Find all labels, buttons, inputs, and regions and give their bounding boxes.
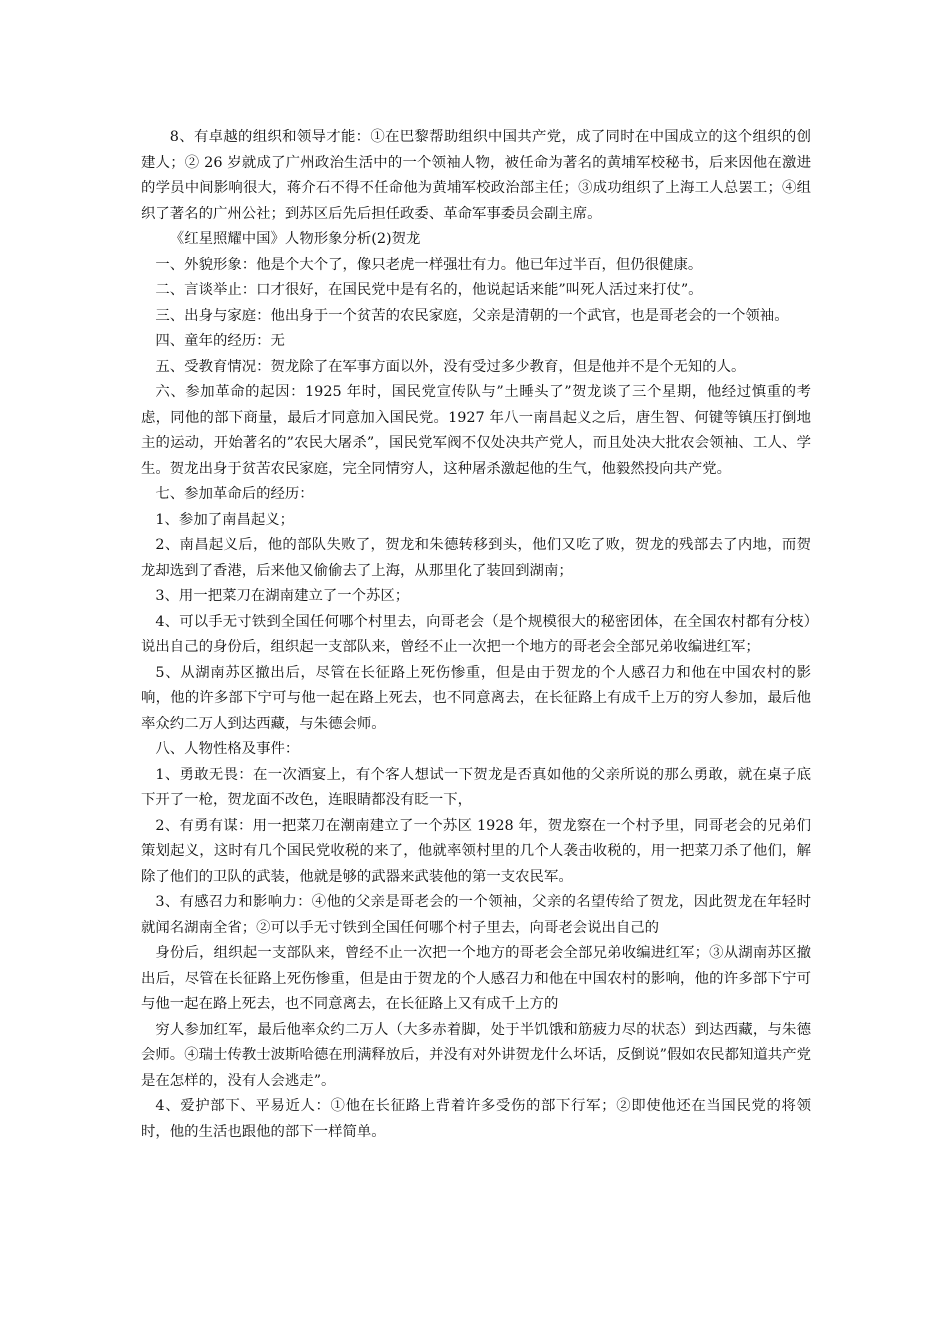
paragraph-character-heading: 八、人物性格及事件： <box>155 741 300 757</box>
list-item-experience-3: 3、用一把菜刀在湖南建立了一个苏区； <box>155 588 410 604</box>
list-item-experience-1: 1、参加了南昌起义； <box>155 511 295 528</box>
list-item-experience-5: 5、从湖南苏区撤出后，尽管在长征路上死伤惨重，但是由于贺龙的个人感召力和他在中国农村的影响，他的许多部下宁可与他一起在路上死去，也不同意离去，在长征路上有成千上万的穷人参加，最后他率众约二万人到达西藏，与朱德会师。 <box>141 664 811 732</box>
paragraph-education: 五、受教育情况：贺龙除了在军事方面以外，没有受过多少教育，但是他并不是个无知的人。 <box>155 358 746 375</box>
paragraph-zhou-enlai-leadership: 8、有卓越的组织和领导才能：①在巴黎帮助组织中国共产党，成了同时在中国成立的这个组织的创建人；② 26 岁就成了广州政治生活中的一个领袖人物，被任命为著名的黄埔军校秘书，后来因他在激进的学员中间影响很大，蒋介石不得不任命他为黄埔军校政治部主任；③成功组织了上海工人总罢工；④组织了著名的广州公社；到苏区后先后担任政委、革命军事委员会副主席。 <box>141 129 811 222</box>
list-item-character-4: 4、爱护部下、平易近人：①他在长征路上背着许多受伤的部下行军；②即使他还在当国民党的将领时，他的生活也跟他的部下一样简单。 <box>141 1098 811 1140</box>
list-item-character-2: 2、有勇有谋：用一把菜刀在潮南建立了一个苏区 1928 年，贺龙察在一个村予里，同哥老会的兄弟们策划起义，这时有几个国民党收税的来了，他就率领村里的几个人袭击收税的，用一把菜刀杀了他们，解除了他们的卫队的武装，他就是够的武器来武装他的第一支农民军。 <box>141 817 811 885</box>
paragraph-revolution-cause: 六、参加革命的起因：1925 年时，国民党宣传队与”土睡头了”贺龙谈了三个星期，他经过慎重的考虑，同他的部下商量，最后才同意加入国民党。1927 年八一南昌起义之后，唐生智、何键等镇压打倒地主的运动，开始著名的”农民大屠杀”，国民党军阀不仅处决共产党人，而且处决大批农会领袖、工人、学生。贺龙出身于贫苦农民家庭，完全同情穷人，这种屠杀激起他的生气，他毅然投向共产党。 <box>141 384 811 477</box>
section-heading-he-long: 《红星照耀中国》人物形象分析(2)贺龙 <box>169 231 421 247</box>
list-item-character-1: 1、勇敢无畏：在一次酒宴上，有个客人想试一下贺龙是否真如他的父亲所说的那么勇敢，就在桌子底下开了一枪，贺龙面不改色，连眼睛都没有眨一下， <box>141 766 811 808</box>
paragraph-speech: 二、言谈举止：口才很好，在国民党中是有名的，他说起话来能”叫死人活过来打仗”。 <box>155 282 703 298</box>
list-item-character-3: 3、有感召力和影响力：④他的父亲是哥老会的一个领袖，父亲的名望传给了贺龙，因此贺龙在年轻时就闻名湖南全省；②可以手无寸铁到全国任何哪个村子里去，向哥老会说出自己的 <box>141 894 811 936</box>
list-item-experience-4: 4、可以手无寸铁到全国任何哪个村里去，向哥老会（是个规模很大的秘密团体，在全国农村都有分枝）说出自己的身份后，组织起一支部队来，曾经不止一次把一个地方的哥老会全部兄弟收编进红军； <box>141 613 811 655</box>
paragraph-character-3-continued: 身份后，组织起一支部队来，曾经不止一次把一个地方的哥老会全部兄弟收编进红军；③从湖南苏区撤出后，尽管在长征路上死伤惨重，但是由于贺龙的个人感召力和他在中国农村的影响，他的许多部下宁可与他一起在路上死去，也不同意离去，在长征路上又有成千上方的 <box>141 945 811 1012</box>
document-body <box>141 125 811 1145</box>
paragraph-appearance: 一、外貌形象：他是个大个了，像只老虎一样强壮有力。他已年过半百，但仍很健康。 <box>155 256 703 273</box>
paragraph-experience-heading: 七、参加革命后的经历： <box>155 486 314 502</box>
paragraph-childhood: 四、童年的经历：无 <box>155 333 285 349</box>
list-item-experience-2: 2、南昌起义后，他的部队失败了，贺龙和朱德转移到头，他们又吃了败，贺龙的残部去了内地，而贺龙却选到了香港，后来他又偷偷去了上海，从那里化了装回到湖南； <box>141 537 811 579</box>
paragraph-family-background: 三、出身与家庭：他出身于一个贫苦的农民家庭，父亲是清朝的一个武官，也是哥老会的一个领袖。 <box>155 307 789 324</box>
paragraph-character-3-continued-2: 穷人参加红军，最后他率众约二万人（大多赤着脚，处于半饥饿和筋疲力尽的状态）到达西藏，与朱德会师。④瑞士传教士波斯哈德在刑满释放后，并没有对外讲贺龙什么坏话，反倒说”假如农民都知道共产党是在怎样的，没有人会逃走”。 <box>141 1021 811 1089</box>
